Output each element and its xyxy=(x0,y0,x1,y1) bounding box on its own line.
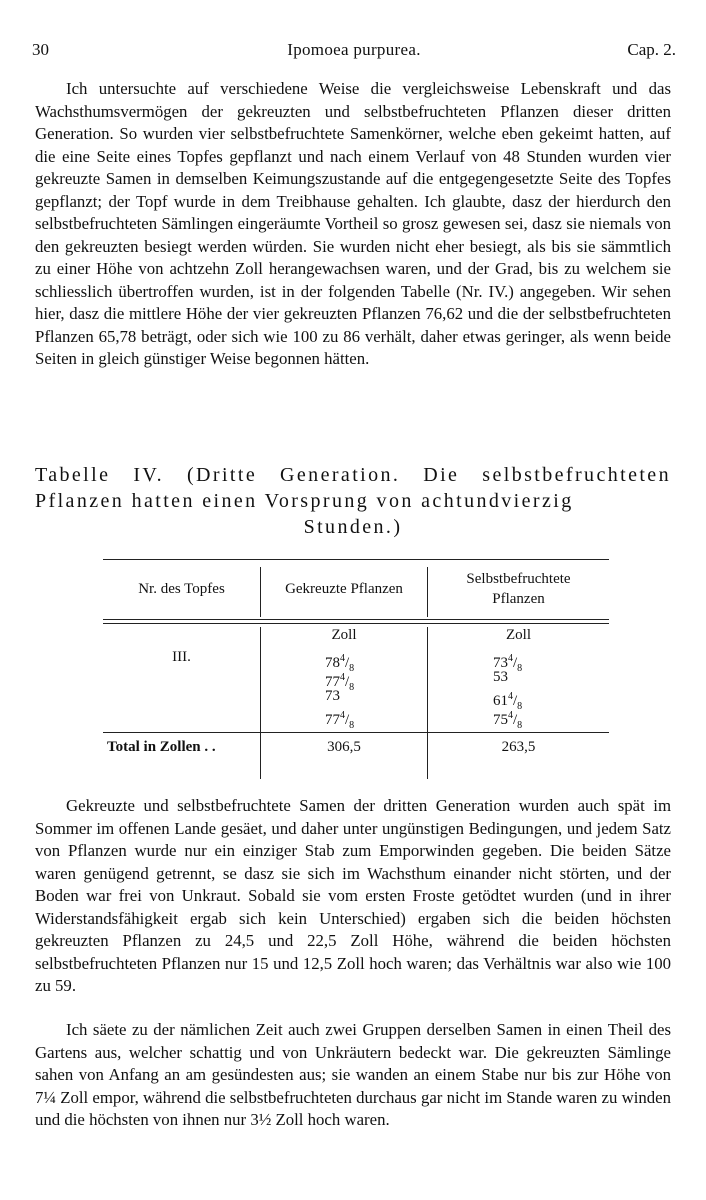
self-value-numerator: 4 xyxy=(508,691,513,702)
self-value xyxy=(493,687,523,712)
crossed-value-whole: 77 xyxy=(325,712,340,728)
self-values xyxy=(493,649,523,731)
total-self: 263,5 xyxy=(501,739,536,755)
table-col-divider-1b xyxy=(260,627,261,779)
self-value-whole: 73 xyxy=(493,655,508,671)
crossed-value-numerator: 4 xyxy=(340,672,345,683)
self-value-whole: 53 xyxy=(493,669,508,685)
self-value-whole: 75 xyxy=(493,712,508,728)
table-caption xyxy=(35,462,671,540)
crossed-value xyxy=(325,706,355,731)
table-caption-last: Stunden.) xyxy=(303,516,403,538)
paragraph-2: Gekreuzte und selbstbefruchtete Samen der dritten Generation wurden auch spät im Sommer im offenen Lande gesäet, und daher unter ungünstigen Bedingungen, und jedem Satz von Pflanzen wurde nur ein einziger Stab zum Emporwinden gegeben. Die beiden Sätze waren genügend getrennt, se dasz sie sich im Wachsthum einander nicht störten, und der Boden war frei von Unkraut. Sobald sie vom ersten Froste getödtet wurden (und in ihrer Widerstandsfähigkeit ergab sich kein Unterschied) ergaben sich die beiden höchsten gekreuzten Pflanzen zu 24,5 und 22,5 Zoll Höhe, während die beiden höchsten selbstbefruchteten Pflanzen nur 15 und 12,5 Zoll hoch waren; das Verhältnis war also wie 100 zu 59. xyxy=(35,796,671,995)
self-value-numerator: 4 xyxy=(508,653,513,664)
crossed-value-whole: 73 xyxy=(325,688,340,704)
page-header xyxy=(32,40,676,64)
running-title: Ipomoea purpurea. xyxy=(287,40,421,59)
table-caption-main: Tabelle IV. (Dritte Generation. Die selbstbefruchteten Pflanzen hatten einen Vorsprung von achtundvierzig xyxy=(35,464,671,512)
table-total-rule xyxy=(103,732,609,733)
crossed-value-slash: / xyxy=(345,674,350,690)
total-crossed: 306,5 xyxy=(327,739,361,755)
crossed-values xyxy=(325,649,355,731)
pot-number: III. xyxy=(172,649,191,665)
crossed-value-slash: / xyxy=(345,712,350,728)
self-value-denominator: 8 xyxy=(517,720,523,731)
crossed-value-denominator: 8 xyxy=(349,663,355,674)
table-top-rule xyxy=(103,559,609,560)
crossed-value xyxy=(325,649,355,674)
crossed-value xyxy=(325,668,355,693)
page-number: 30 xyxy=(32,40,49,59)
self-value-numerator: 4 xyxy=(508,710,513,721)
chapter-label: Cap. 2. xyxy=(627,40,676,59)
self-value-slash: / xyxy=(513,712,518,728)
header-self-line2: Pflanzen xyxy=(492,591,545,607)
header-self-line1: Selbstbefruchtete xyxy=(466,571,571,587)
unit-self: Zoll xyxy=(506,627,531,643)
crossed-value-denominator: 8 xyxy=(349,720,355,731)
header-crossed: Gekreuzte Pflanzen xyxy=(285,581,403,597)
self-value xyxy=(493,706,523,731)
self-value-denominator: 8 xyxy=(517,663,523,674)
self-value-denominator: 8 xyxy=(517,701,523,712)
total-label: Total in Zollen . . xyxy=(107,739,216,755)
crossed-value-whole: 77 xyxy=(325,674,340,690)
table-col-divider-2b xyxy=(427,627,428,779)
header-self xyxy=(428,569,609,609)
paragraph-3: Ich säete zu der nämlichen Zeit auch zwei Gruppen derselben Samen in einen Theil des Gartens aus, welcher schattig und von Unkräutern bedeckt war. Die gekreuzten Sämlinge sahen von Anfang an am gesündesten aus; sie wanden an einem Stabe nur bis zur Höhe von 7¼ Zoll empor, während die selbstbefruchteten durchaus gar nicht im Stande waren zu winden und die höchsten von ihnen nur 3½ Zoll hoch waren. xyxy=(35,1020,671,1129)
table-header-rule-1 xyxy=(103,619,609,620)
self-value-slash: / xyxy=(513,655,518,671)
crossed-value-slash: / xyxy=(345,655,350,671)
header-pot: Nr. des Topfes xyxy=(138,581,225,597)
self-value xyxy=(493,649,523,674)
crossed-value-numerator: 4 xyxy=(340,710,345,721)
crossed-value-numerator: 4 xyxy=(340,653,345,664)
crossed-value-denominator: 8 xyxy=(349,682,355,693)
data-table xyxy=(103,559,609,779)
crossed-value-whole: 78 xyxy=(325,655,340,671)
table-header-rule-2 xyxy=(103,623,609,624)
self-value-slash: / xyxy=(513,693,518,709)
paragraph-1: Ich untersuchte auf verschiedene Weise die vergleichsweise Lebenskraft und das Wachsthumsvermögen der gekreuzten und selbstbefruchteten Pflanzen dieser dritten Generation. So wurden vier selbstbefruchtete Samenkörner, welche eben gekeimt hatten, auf die eine Seite eines Topfes gepflanzt und nach einem Verlauf von 48 Stunden wurden vier gekreuzte Samen in demselben Keimungszustande auf die entgegengesetzte Seite des Topfes gepflanzt; der Topf wurde in dem Treibhause gehalten. Ich glaubte, dasz der hierdurch den selbstbefruchteten Sämlingen eingeräumte Vortheil so grosz gewesen sei, dasz sie niemals von den gekreuzten besiegt werden würden. Sie wurden nicht eher besiegt, als bis sie sämmtlich zu einer Höhe von achtzehn Zoll herangewachsen waren, und der Grad, bis zu welchem sie schliesslich übertroffen wurden, ist in der folgenden Tabelle (Nr. IV.) angegeben. Wir sehen hier, dasz die mittlere Höhe der vier gekreuzten Pflanzen 76,62 und die der selbstbefruchteten Pflanzen 65,78 beträgt, oder sich wie 100 zu 86 verhält, daher etwas geringer, als wenn beide Seiten in gleich günstiger Weise begonnen hätten. xyxy=(35,79,671,368)
self-value-whole: 61 xyxy=(493,693,508,709)
unit-crossed: Zoll xyxy=(331,627,357,643)
